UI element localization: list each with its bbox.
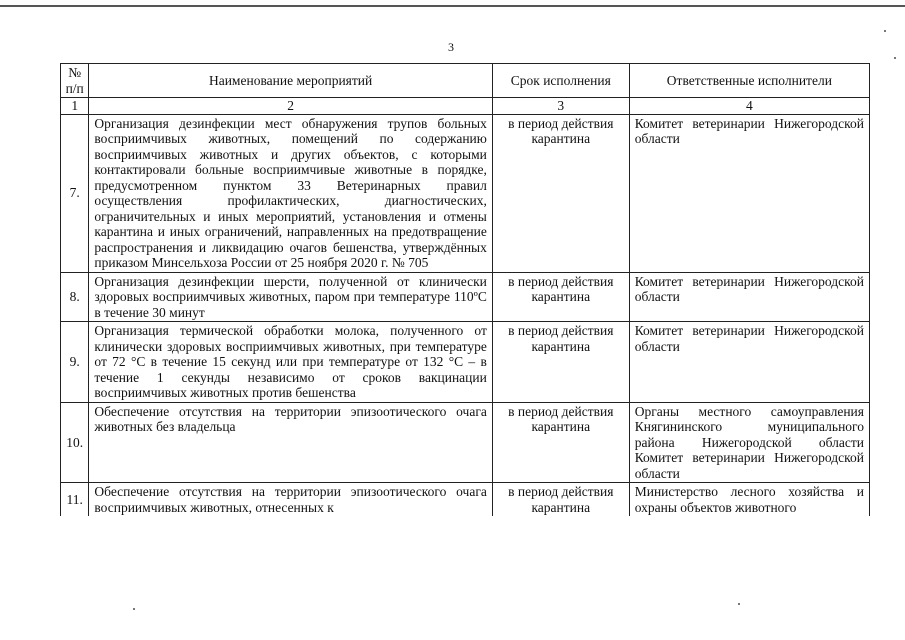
- col-number: 3: [492, 98, 629, 115]
- measure-term: в период действия карантина: [492, 322, 629, 403]
- measure-responsible: Министерство лесного хозяйства и охраны объектов животного: [629, 483, 869, 517]
- page-number: 3: [448, 40, 454, 54]
- row-number: 7.: [61, 114, 89, 272]
- scan-top-edge: [0, 5, 905, 7]
- measure-responsible: Комитет ветеринарии Нижегородской области: [629, 114, 869, 272]
- header-row: [61, 64, 870, 98]
- table-row: [61, 322, 870, 403]
- measure-responsible: Комитет ветеринарии Нижегородской области: [629, 272, 869, 322]
- table-row: [61, 402, 870, 483]
- col-number: 1: [61, 98, 89, 115]
- measure-responsible: Органы местного самоуправления Княгининского муниципального района Нижегородской области Комитет ветеринарии Нижегородской области: [629, 402, 869, 483]
- measure-responsible: Комитет ветеринарии Нижегородской области: [629, 322, 869, 403]
- measure-term: в период действия карантина: [492, 483, 629, 517]
- measure-name: Организация дезинфекции шерсти, полученной от клинически здоровых восприимчивых животных, паром при температуре 110ºС в течение 30 минут: [89, 272, 492, 322]
- row-number: 11.: [61, 483, 89, 517]
- header-name: Наименование мероприятий: [89, 64, 492, 98]
- scan-speck: [133, 608, 135, 610]
- row-number: 8.: [61, 272, 89, 322]
- measures-table: [60, 63, 870, 516]
- scan-speck: [738, 603, 740, 605]
- header-num: № п/п: [61, 64, 89, 98]
- measure-term: в период действия карантина: [492, 402, 629, 483]
- scan-speck: [884, 30, 886, 32]
- measure-name: Обеспечение отсутствия на территории эпизоотического очага восприимчивых животных, отнесенных к: [89, 483, 492, 517]
- row-number: 9.: [61, 322, 89, 403]
- header-resp: Ответственные исполнители: [629, 64, 869, 98]
- header-term: Срок исполнения: [492, 64, 629, 98]
- column-number-row: [61, 98, 870, 115]
- row-number: 10.: [61, 402, 89, 483]
- scan-speck: [894, 57, 896, 59]
- measure-term: в период действия карантина: [492, 272, 629, 322]
- col-number: 2: [89, 98, 492, 115]
- measure-name: Обеспечение отсутствия на территории эпизоотического очага животных без владельца: [89, 402, 492, 483]
- table-row: [61, 483, 870, 517]
- measure-name: Организация термической обработки молока, полученного от клинически здоровых восприимчивых животных, при температуре от 72 °С в течение 15 секунд или при температуре от 132 °С – в течение 1 секунды независимо от сроков вакцинации восприимчивых животных против бешенства: [89, 322, 492, 403]
- col-number: 4: [629, 98, 869, 115]
- table-row: [61, 272, 870, 322]
- table-row: [61, 114, 870, 272]
- measure-name: Организация дезинфекции мест обнаружения трупов больных восприимчивых животных, помещений по содержанию восприимчивых животных и других объектов, с которыми контактировали больные восприимчивые животные в порядке, предусмотренном пунктом 33 Ветеринарных правил осуществления профилактических, диагностических, ограничительных и иных мероприятий, установления и отмены карантина и иных ограничений, направленных на предотвращение распространения и ликвидацию очагов бешенства, утверждённых приказом Минсельхоза России от 25 ноября 2020 г. № 705: [89, 114, 492, 272]
- measure-term: в период действия карантина: [492, 114, 629, 272]
